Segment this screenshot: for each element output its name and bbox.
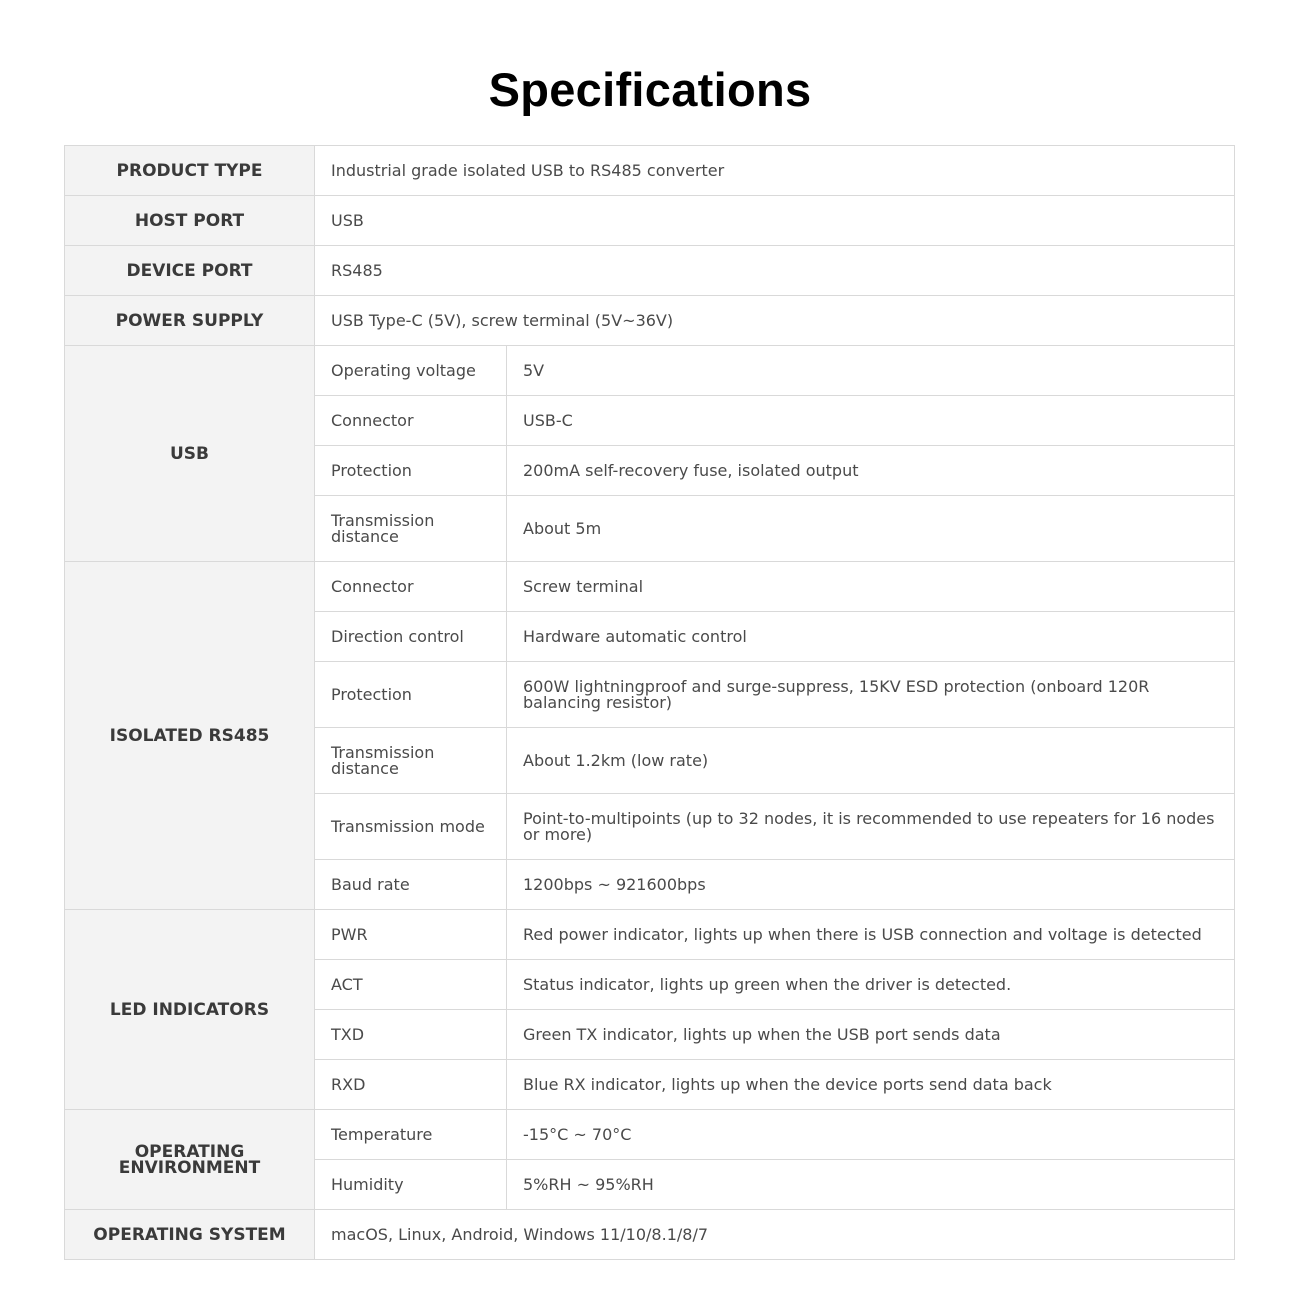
table-row [65,196,1235,246]
table-row [65,296,1235,346]
sub-value: 5%RH ~ 95%RH [507,1160,1235,1210]
row-value-device-port: RS485 [315,246,1235,296]
row-label-host-port: HOST PORT [65,196,315,246]
row-value-power-supply: USB Type-C (5V), screw terminal (5V~36V) [315,296,1235,346]
sub-value: Hardware automatic control [507,612,1235,662]
table-row [65,1110,1235,1160]
sub-label: Operating voltage [315,346,507,396]
table-row [65,562,1235,612]
sub-value: 200mA self-recovery fuse, isolated output [507,446,1235,496]
row-label-operating-system: OPERATING SYSTEM [65,1210,315,1260]
table-row [65,146,1235,196]
sub-value: 600W lightningproof and surge-suppress, 15KV ESD protection (onboard 120R balancing resistor) [507,662,1235,728]
row-label-power-supply: POWER SUPPLY [65,296,315,346]
group-label-usb: USB [65,346,315,562]
sub-label: Transmission mode [315,794,507,860]
sub-label: Protection [315,662,507,728]
row-label-product-type: PRODUCT TYPE [65,146,315,196]
sub-value: USB-C [507,396,1235,446]
sub-value: Screw terminal [507,562,1235,612]
sub-label: RXD [315,1060,507,1110]
sub-label: PWR [315,910,507,960]
row-value-product-type: Industrial grade isolated USB to RS485 converter [315,146,1235,196]
table-row [65,246,1235,296]
sub-value: -15°C ~ 70°C [507,1110,1235,1160]
row-label-device-port: DEVICE PORT [65,246,315,296]
sub-label: Transmission distance [315,496,507,562]
sub-value: Status indicator, lights up green when the driver is detected. [507,960,1235,1010]
sub-label: TXD [315,1010,507,1060]
sub-label: Direction control [315,612,507,662]
sub-label: Baud rate [315,860,507,910]
sub-value: Point-to-multipoints (up to 32 nodes, it is recommended to use repeaters for 16 nodes or more) [507,794,1235,860]
sub-label: Transmission distance [315,728,507,794]
row-value-host-port: USB [315,196,1235,246]
sub-label: ACT [315,960,507,1010]
group-label-operating-environment: OPERATING ENVIRONMENT [65,1110,315,1210]
group-label-led-indicators: LED INDICATORS [65,910,315,1110]
sub-value: Blue RX indicator, lights up when the device ports send data back [507,1060,1235,1110]
table-row [65,346,1235,396]
sub-label: Humidity [315,1160,507,1210]
sub-label: Protection [315,446,507,496]
sub-label: Connector [315,396,507,446]
sub-value: About 5m [507,496,1235,562]
specifications-table [64,145,1235,1260]
sub-value: Green TX indicator, lights up when the USB port sends data [507,1010,1235,1060]
sub-value: 1200bps ~ 921600bps [507,860,1235,910]
row-value-operating-system: macOS, Linux, Android, Windows 11/10/8.1/8/7 [315,1210,1235,1260]
sub-value: 5V [507,346,1235,396]
sub-value: Red power indicator, lights up when there is USB connection and voltage is detected [507,910,1235,960]
table-row [65,1210,1235,1260]
sub-label: Temperature [315,1110,507,1160]
page-title: Specifications [488,63,812,116]
table-row [65,910,1235,960]
sub-label: Connector [315,562,507,612]
group-label-isolated-rs485: ISOLATED RS485 [65,562,315,910]
sub-value: About 1.2km (low rate) [507,728,1235,794]
